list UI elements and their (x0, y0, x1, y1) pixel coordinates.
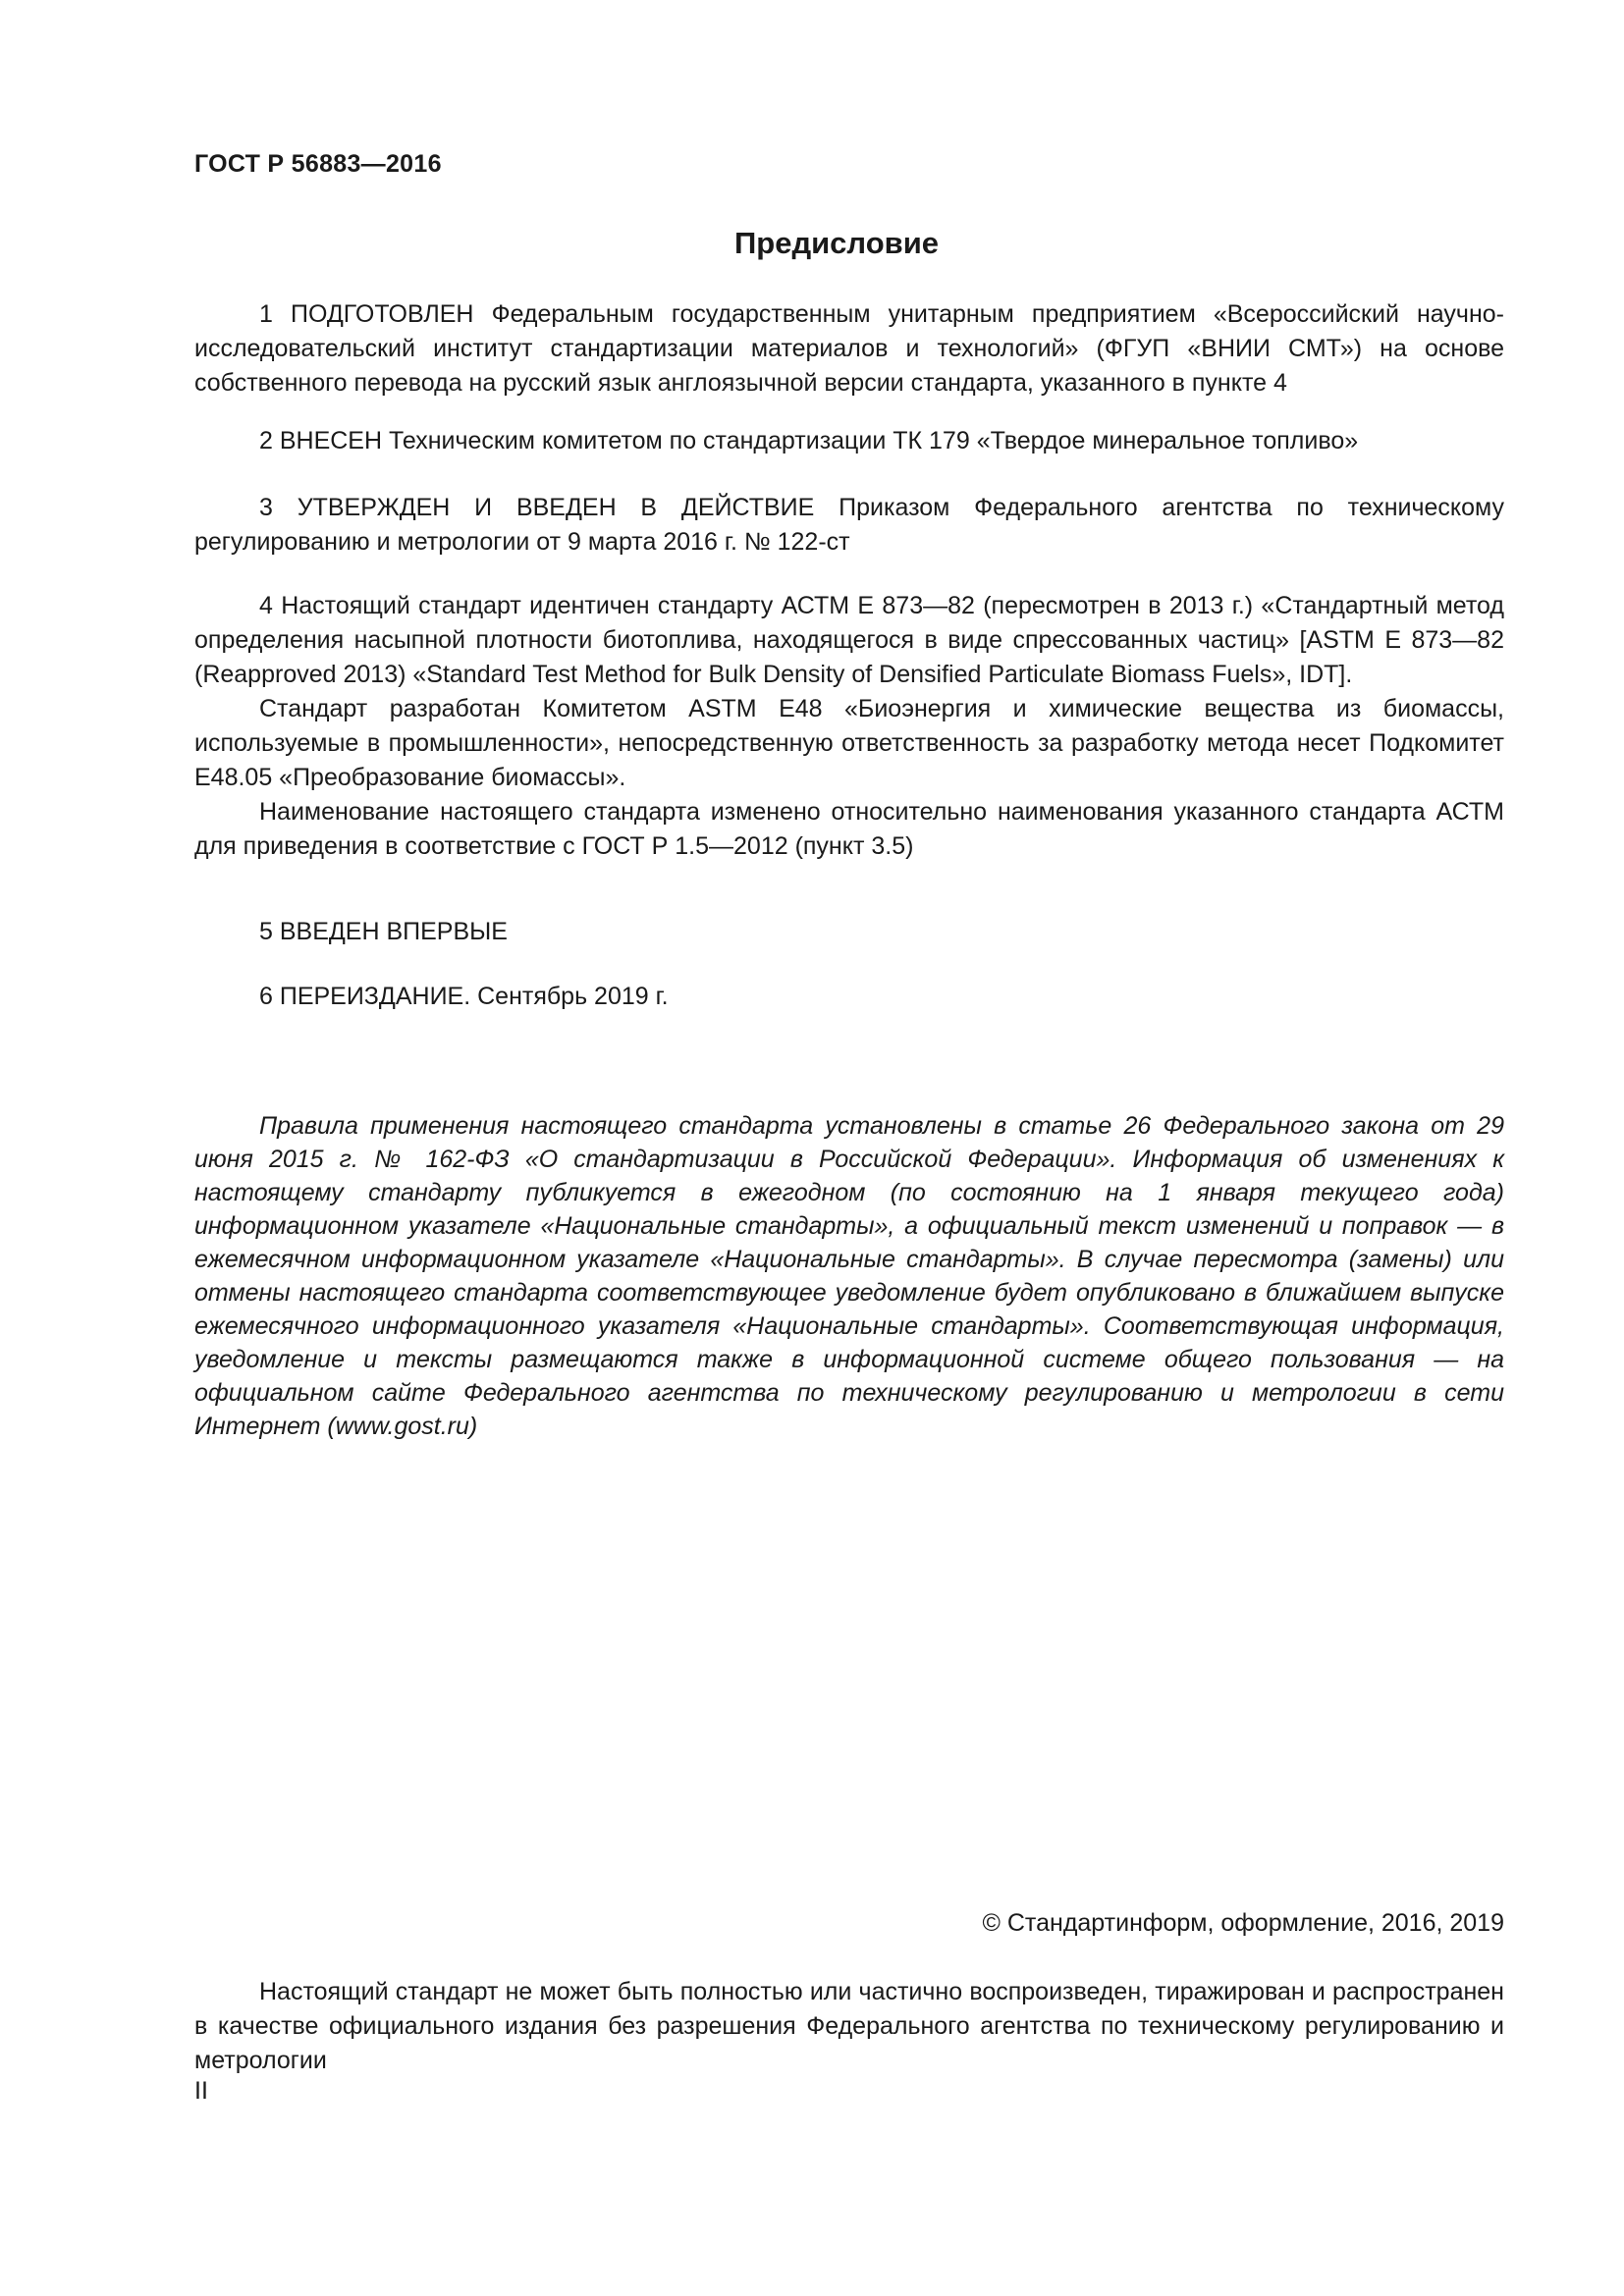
rules-notice: Правила применения настоящего стандарта установлены в статье 26 Федерального закона от 29 июня 2015 г. № 162-ФЗ «О стандартизации в Российской Федерации». Информация об изменениях к настоящему стандарту публикуется в ежегодном (по состоянию на 1 января текущего года) информационном указателе «Национальные стандарты», а официальный текст изменений и поправок — в ежемесячном информационном указателе «Национальные стандарты». В случае пересмотра (замены) или отмены настоящего стандарта соответствующее уведомление будет опубликовано в ближайшем выпуске ежемесячного информационного указателя «Национальные стандарты». Соответствующая информация, уведомление и тексты размещаются также в информационной системе общего пользования — на официальном сайте Федерального агентства по техническому регулированию и метрологии в сети Интернет (www.gost.ru) (194, 1112, 1504, 1440)
item-4-paragraph-1: 4 Настоящий стандарт идентичен стандарту АСТМ Е 873—82 (пересмотрен в 2013 г.) «Стандартный метод определения насыпной плотности биотоплива, находящегося в виде спрессованных частиц» [ASTM E 873—82 (Reapproved 2013) «Standard Test Method for Bulk Density of Densified Particulate Biomass Fuels», IDT]. (194, 592, 1504, 688)
page-title: Предисловие (733, 226, 939, 260)
reproduction-notice: Настоящий стандарт не может быть полностью или частично воспроизведен, тиражирован и распространен в качестве официального издания без разрешения Федерального агентства по техническому регулированию и метрологии (194, 1978, 1504, 2074)
standard-code: ГОСТ Р 56883—2016 (194, 150, 442, 178)
foreword-item-2 (194, 424, 1504, 458)
item-3-text: 3 УТВЕРЖДЕН И ВВЕДЕН В ДЕЙСТВИЕ Приказом Федерального агентства по техническому регулированию и метрологии от 9 марта 2016 г. № 122-ст (194, 494, 1504, 556)
foreword-item-4 (194, 589, 1504, 864)
foreword-item-5 (194, 915, 1504, 949)
foreword-item-1 (194, 297, 1504, 400)
foreword-item-3 (194, 491, 1504, 560)
item-4-paragraph-2: Стандарт разработан Комитетом ASTM E48 «Биоэнергия и химические вещества из биомассы, используемые в промышленности», непосредственную ответственность за разработку метода несет Подкомитет E48.05 «Преобразование биомассы». (194, 695, 1504, 791)
item-6-text: 6 ПЕРЕИЗДАНИЕ. Сентябрь 2019 г. (259, 983, 669, 1010)
item-1-text: 1 ПОДГОТОВЛЕН Федеральным государственным унитарным предприятием «Всероссийский научно-исследовательский институт стандартизации материалов и технологий» (ФГУП «ВНИИ СМТ») на основе собственного перевода на русский язык англоязычной версии стандарта, указанного в пункте 4 (194, 300, 1504, 397)
page-number: II (194, 2077, 208, 2105)
item-4-paragraph-3: Наименование настоящего стандарта изменено относительно наименования указанного стандарта АСТМ для приведения в соответствие с ГОСТ Р 1.5—2012 (пункт 3.5) (194, 798, 1504, 860)
item-5-text: 5 ВВЕДЕН ВПЕРВЫЕ (259, 918, 508, 945)
foreword-item-6 (194, 980, 1504, 1014)
copyright-line: © Стандартинформ, оформление, 2016, 2019 (982, 1909, 1504, 1937)
item-2-text: 2 ВНЕСЕН Техническим комитетом по стандартизации ТК 179 «Твердое минеральное топливо» (259, 427, 1359, 454)
